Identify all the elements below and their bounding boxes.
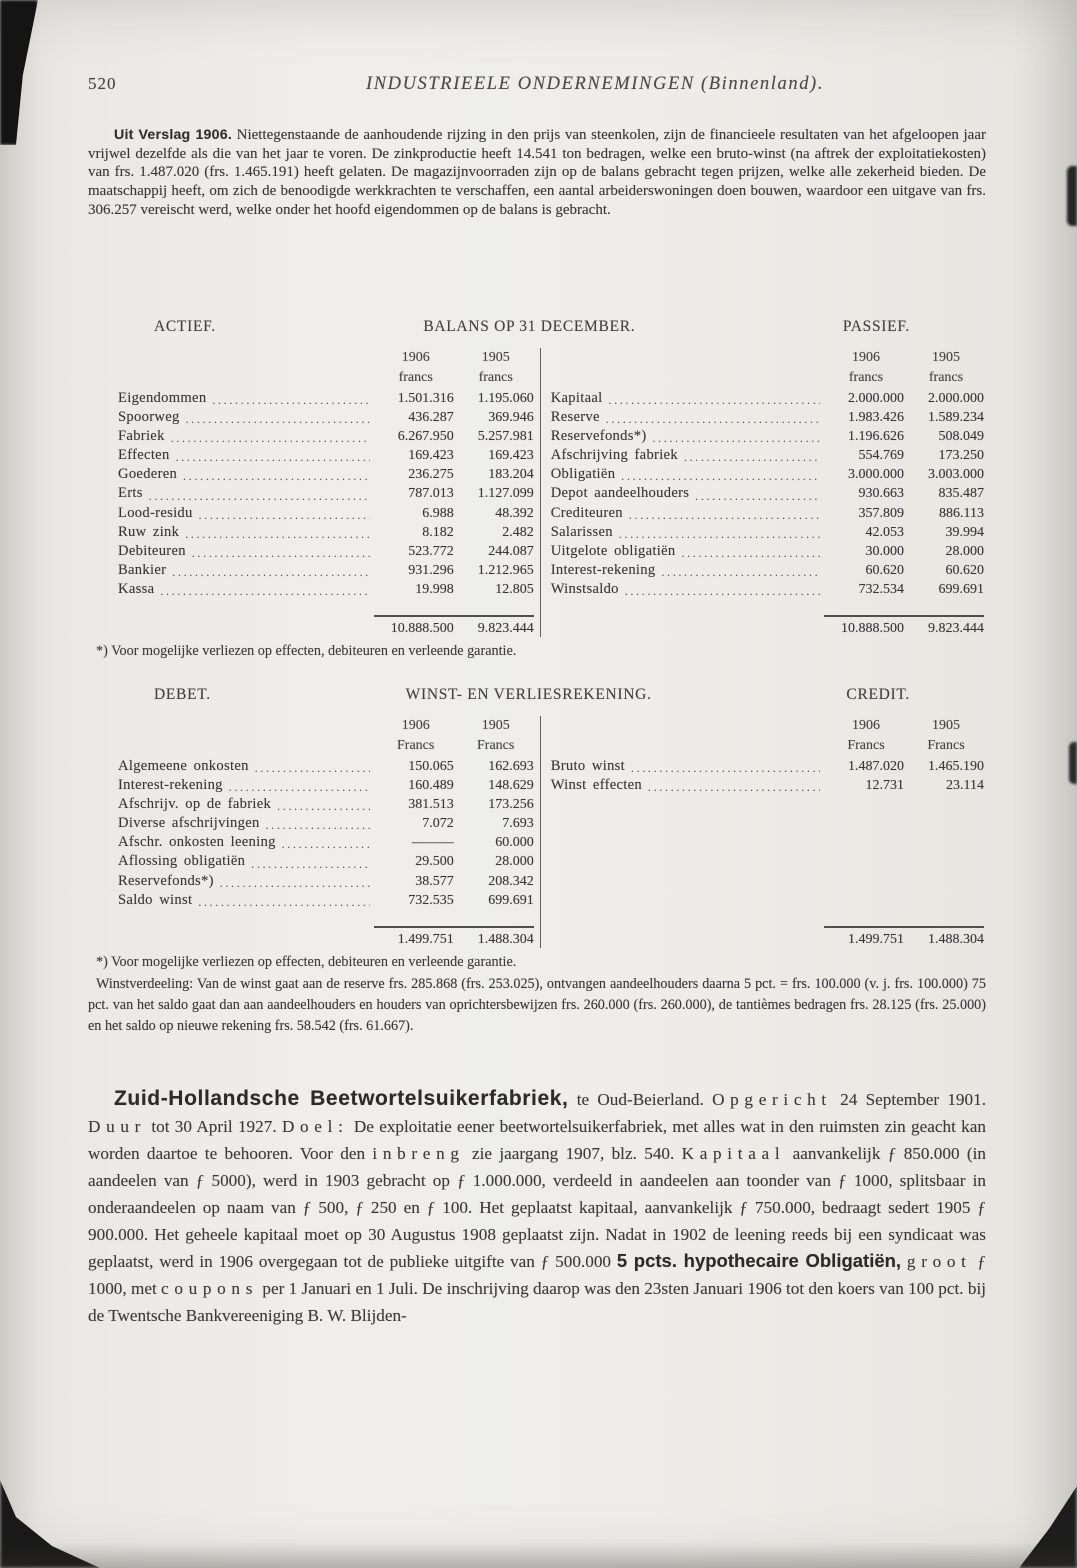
balance-actief-column xyxy=(88,348,540,637)
row-label: Goederen xyxy=(118,466,178,483)
row-label: Kapitaal xyxy=(550,390,603,406)
pnl-footnote: *) Voor mogelijke verliezen op effecten, debiteuren en verleende garantie. xyxy=(96,953,517,970)
pnl-debet-column xyxy=(88,716,540,948)
table-row xyxy=(118,505,534,524)
company-entry-paragraph xyxy=(88,1086,986,1330)
leader-dots xyxy=(275,796,370,815)
year-column-header: 1905 Francs xyxy=(927,718,965,753)
letterspaced-run: Opgericht xyxy=(712,1090,832,1109)
total-row xyxy=(118,911,534,948)
value-1906: 1.196.626 xyxy=(847,429,904,445)
table-row xyxy=(551,758,984,777)
year-column-header: 1905 francs xyxy=(928,350,964,385)
value-1906: 150.065 xyxy=(408,759,454,774)
value-1906: 42.053 xyxy=(865,524,904,540)
leader-dots xyxy=(693,485,820,504)
balance-passief-column xyxy=(540,348,986,637)
table-row xyxy=(118,485,534,504)
leader-dots xyxy=(650,428,820,447)
pnl-credit-rows xyxy=(551,758,984,796)
leader-dots xyxy=(607,390,820,409)
row-label: Bankier xyxy=(118,561,167,578)
row-label: Reserve xyxy=(550,409,600,426)
value-1906: 930.663 xyxy=(858,486,904,502)
totals xyxy=(824,926,984,948)
value-1906: 436.287 xyxy=(408,410,454,426)
value-1906: 8.182 xyxy=(422,524,454,540)
column-headers xyxy=(551,348,984,387)
value-1905: 162.693 xyxy=(488,759,534,774)
totals xyxy=(374,615,534,637)
totals xyxy=(824,615,984,637)
value-1905: 28.000 xyxy=(945,543,984,559)
balance-table xyxy=(88,348,986,637)
table-row xyxy=(551,409,984,428)
value-1906: 732.535 xyxy=(408,892,454,908)
year-column-header: 1906 Francs xyxy=(397,718,435,753)
total-1905: 1.488.304 xyxy=(477,931,534,947)
leader-dots xyxy=(659,562,820,581)
table-row xyxy=(118,777,534,796)
table-row xyxy=(118,409,534,428)
value-1905: 699.691 xyxy=(938,581,984,597)
row-label: Ruw zink xyxy=(118,523,180,540)
value-1905: 244.087 xyxy=(488,543,534,559)
company-name: Zuid-Hollandsche Beetwortelsuikerfabriek, xyxy=(114,1087,569,1110)
table-row xyxy=(118,796,534,815)
balance-sheet xyxy=(88,318,986,660)
value-1905: 2.000.000 xyxy=(927,391,984,406)
table-row xyxy=(118,466,534,485)
row-label: Lood-residu xyxy=(118,504,193,521)
total-1906: 1.499.751 xyxy=(847,931,904,947)
value-1906: 523.772 xyxy=(408,543,454,559)
row-label: Depot aandeelhouders xyxy=(550,485,690,502)
value-1906: 169.423 xyxy=(408,448,454,464)
row-label: Saldo winst xyxy=(118,891,193,908)
value-1905: 173.256 xyxy=(488,797,534,813)
value-1906: 931.296 xyxy=(408,562,454,578)
value-1906: 12.731 xyxy=(865,778,904,794)
table-row xyxy=(118,524,534,543)
row-label: Salarissen xyxy=(550,523,613,540)
balance-passief-rows xyxy=(551,390,984,600)
value-1905: 886.113 xyxy=(939,505,984,521)
leader-dots xyxy=(682,447,820,466)
total-1906: 1.499.751 xyxy=(397,931,454,947)
value-1906: 554.769 xyxy=(858,448,904,464)
row-label: Interest-rekening xyxy=(118,777,223,794)
value-1905: 1.465.190 xyxy=(927,759,984,774)
letterspaced-run: coupons xyxy=(161,1279,259,1299)
profit-distribution-paragraph: Winstverdeeling: Van de winst gaat aan de reserve frs. 285.868 (frs. 253.025), ontvangen aandeelhouders daarna 5 pct. = frs. 100.000 (v. j. frs. 100.000) 75 pct. van het saldo gaat dan aan aandeelhouders en houders van oprichtersbewijzen frs. 260.000 (frs. 260.000), de tantièmes bedragen frs. 28.125 (frs. 25.000) en het saldo op nieuwe rekening frs. 58.542 (frs. 61.667). xyxy=(88,975,986,1034)
value-1906: 7.072 xyxy=(422,816,454,832)
value-1905: 148.629 xyxy=(488,778,534,794)
leader-dots xyxy=(147,485,370,504)
value-1905: 48.392 xyxy=(495,505,534,521)
value-1906: ——— xyxy=(411,835,454,851)
value-1905: 1.127.099 xyxy=(477,486,534,502)
value-1906: 3.000.000 xyxy=(847,467,904,483)
total-1906: 10.888.500 xyxy=(390,621,454,637)
text-run: ƒ 1000, met xyxy=(88,1252,987,1299)
total-row xyxy=(551,600,984,637)
table-row xyxy=(551,524,984,543)
row-label: Algemeene onkosten xyxy=(118,758,249,774)
table-row xyxy=(118,581,534,600)
value-1905: 208.342 xyxy=(488,873,534,889)
value-1906: 38.577 xyxy=(415,873,454,889)
leader-dots xyxy=(181,466,370,485)
row-label: Interest-rekening xyxy=(550,561,656,578)
text-run: 24 September 1901. xyxy=(831,1090,986,1109)
letterspaced-run: Duur xyxy=(88,1116,147,1136)
value-1905: 2.482 xyxy=(502,524,534,540)
table-row xyxy=(551,581,984,600)
leader-dots xyxy=(184,409,370,428)
value-1905: 1.195.060 xyxy=(477,391,534,406)
scan-artifact-bottom-left xyxy=(0,1480,100,1568)
value-1906: 381.513 xyxy=(408,797,454,813)
leader-dots xyxy=(280,834,370,853)
leader-dots xyxy=(253,758,370,777)
pnl-table xyxy=(88,716,986,948)
scan-artifact-bottom-right xyxy=(1019,1486,1077,1568)
table-row xyxy=(118,758,534,777)
row-label: Spoorweg xyxy=(118,409,180,426)
leader-dots xyxy=(218,873,370,892)
profit-loss-statement xyxy=(88,686,986,1036)
value-1905: 12.805 xyxy=(495,581,534,597)
text-run: zie jaargang 1907, blz. 540. xyxy=(464,1143,682,1163)
row-label: Eigendommen xyxy=(118,390,207,406)
year-column-header: 1906 Francs xyxy=(847,718,885,753)
balance-footnote: *) Voor mogelijke verliezen op effecten, debiteuren en verleende garantie. xyxy=(96,643,517,660)
leader-dots xyxy=(183,524,369,543)
value-1905: 835.487 xyxy=(938,486,984,502)
table-row xyxy=(551,543,984,562)
total-1905: 9.823.444 xyxy=(927,621,984,637)
total-1906: 10.888.500 xyxy=(840,621,904,637)
leader-dots xyxy=(169,428,370,447)
leader-dots xyxy=(227,777,370,796)
row-label: Kassa xyxy=(118,580,155,597)
leader-dots xyxy=(617,524,820,543)
table-row xyxy=(118,873,534,892)
row-label: Bruto winst xyxy=(550,758,626,774)
column-headers xyxy=(118,716,534,755)
row-label: Winst effecten xyxy=(550,777,643,794)
value-1905: 3.003.000 xyxy=(927,467,984,483)
balance-actief-rows xyxy=(118,390,534,600)
value-1906: 6.988 xyxy=(422,505,454,521)
column-headers xyxy=(551,716,984,755)
table-row xyxy=(118,562,534,581)
leader-dots xyxy=(646,777,820,796)
year-column-header: 1905 Francs xyxy=(477,718,515,753)
row-label: Afschrijving fabriek xyxy=(550,447,678,464)
value-1906: 357.809 xyxy=(858,505,904,521)
total-1905: 9.823.444 xyxy=(477,621,534,637)
value-1905: 369.946 xyxy=(488,410,534,426)
leader-dots xyxy=(210,390,369,409)
pnl-debet-rows xyxy=(118,758,534,911)
table-row xyxy=(118,834,534,853)
page-header xyxy=(88,74,986,95)
leader-dots xyxy=(174,447,370,466)
value-1905: 173.250 xyxy=(938,448,984,464)
report-body: Niettegenstaande de aanhoudende rijzing in den prijs van steenkolen, zijn de financieele resultaten van het afgeloopen jaar vrijwel dezelfde als die van het jaar te voren. De zinkproductie heeft 14.541 ton bedragen, welke een bruto-winst (na aftrek der exploitatiekosten) van frs. 1.487.020 (frs. 1.465.191) heeft gelaten. De magazijnvoorraden zijn op de balans gebracht tegen prijzen, welke alle zekerheid bieden. De maatschappij heeft, om zich de benoodigde werkkrachten te verschaffen, een aantal arbeiderswoningen doen bouwen, waardoor een uitgave van frs. 306.257 vereischt werd, welke onder het hoofd eigendommen op de balans is gebracht. xyxy=(88,127,986,218)
value-1905: 60.000 xyxy=(495,835,534,851)
table-row xyxy=(118,815,534,834)
leader-dots xyxy=(604,409,820,428)
table-row xyxy=(551,466,984,485)
report-paragraph xyxy=(88,126,986,220)
value-1906: 732.534 xyxy=(858,581,904,597)
leader-dots xyxy=(680,543,820,562)
year-column-header: 1905 francs xyxy=(478,350,513,385)
row-label: Reservefonds*) xyxy=(118,872,214,889)
value-1906: 1.983.426 xyxy=(847,410,904,426)
value-1905: 169.423 xyxy=(488,448,534,464)
leader-dots xyxy=(197,505,370,524)
table-row xyxy=(551,562,984,581)
table-row xyxy=(118,428,534,447)
leader-dots xyxy=(627,505,820,524)
row-label: Effecten xyxy=(118,447,170,464)
value-1905: 1.589.234 xyxy=(927,410,984,426)
value-1906: 6.267.950 xyxy=(397,429,454,445)
table-row xyxy=(551,428,984,447)
text-run: aanvankelijk ƒ 850.000 (in aandeelen van ƒ 5000), werd in 1903 gebracht op ƒ 1.000.000, verdeeld in aandeelen aan toonder van ƒ 1000, splitsbaar in onderaandeelen op naam van ƒ 500, ƒ 250 en ƒ 100. Het geplaatst kapitaal, aanvankelijk ƒ 750.000, bedraagt sedert 1905 ƒ 900.000. Het geheele kapitaal moet op 30 Augustus 1908 geplaatst zijn. Nadat in 1902 de leening reeds bij een syndicaat was geplaatst, werd in 1906 overgegaan tot de publieke uitgifte van ƒ 500.000 xyxy=(88,1143,986,1272)
value-1906: 236.275 xyxy=(408,467,454,483)
value-1906: 1.487.020 xyxy=(847,759,904,774)
value-1905: 28.000 xyxy=(495,854,534,870)
table-row xyxy=(118,447,534,466)
bold-run: 5 pcts. hypothecaire Obligatiën, xyxy=(616,1250,902,1272)
page-number: 520 xyxy=(88,74,117,93)
row-label: Debiteuren xyxy=(118,542,186,559)
value-1905: 699.691 xyxy=(488,892,534,908)
table-row xyxy=(118,390,534,409)
debet-label: DEBET. xyxy=(154,686,211,703)
text-run: De exploitatie eener beetwortelsuikerfabriek, met alles wat in den ruimsten zin geacht kan worden daartoe te behooren. Voor den xyxy=(88,1116,986,1163)
value-1905: 39.994 xyxy=(945,524,984,540)
row-label: Diverse afschrijvingen xyxy=(118,815,260,832)
letterspaced-run: Doel: xyxy=(281,1116,349,1136)
row-label: Uitgelote obligatiën xyxy=(550,542,676,559)
text-run: tot 30 April 1927. xyxy=(146,1116,282,1136)
text-run: per 1 Januari en 1 Juli. De inschrijving daarop was den 23sten Januari 1906 tot den koers van 100 pct. bij de Twentsche Bankvereeniging B. W. Blijden- xyxy=(88,1279,986,1326)
leader-dots xyxy=(196,892,369,911)
value-1906: 2.000.000 xyxy=(847,391,904,406)
running-title: INDUSTRIEELE ONDERNEMINGEN (Binnenland). xyxy=(365,74,825,94)
row-label: Obligatiën xyxy=(550,466,616,483)
leader-dots xyxy=(629,758,820,777)
table-row xyxy=(118,543,534,562)
leader-dots xyxy=(623,581,820,600)
value-1905: 508.049 xyxy=(938,429,984,445)
leader-dots xyxy=(170,562,369,581)
row-label: Erts xyxy=(118,485,143,502)
passief-label: PASSIEF. xyxy=(842,318,910,335)
value-1906: 30.000 xyxy=(865,543,904,559)
balance-caption xyxy=(88,318,986,336)
table-row xyxy=(118,853,534,872)
pnl-title: WINST- EN VERLIESREKENING. xyxy=(405,686,652,703)
value-1905: 5.257.981 xyxy=(477,429,534,445)
value-1906: 29.500 xyxy=(415,854,454,870)
year-column-header: 1906 francs xyxy=(848,350,884,385)
year-column-header: 1906 francs xyxy=(398,350,433,385)
leader-dots xyxy=(619,466,820,485)
value-1906: 1.501.316 xyxy=(397,391,454,406)
row-label: Winstsaldo xyxy=(550,580,619,597)
row-label: Fabriek xyxy=(118,428,165,445)
leader-dots xyxy=(249,853,369,872)
row-label: Afschrijv. op de fabriek xyxy=(118,796,272,813)
value-1905: 7.693 xyxy=(502,816,534,832)
table-row xyxy=(551,447,984,466)
letterspaced-run: groot xyxy=(906,1252,972,1272)
credit-label: CREDIT. xyxy=(846,686,910,703)
balance-title: BALANS OP 31 DECEMBER. xyxy=(423,318,636,335)
leader-dots xyxy=(158,581,369,600)
text-run: te Oud-Beierland. xyxy=(568,1090,713,1109)
letterspaced-run: Kapitaal xyxy=(681,1143,786,1163)
table-row xyxy=(551,485,984,504)
table-row xyxy=(118,892,534,911)
value-1905: 60.620 xyxy=(945,562,984,578)
value-1905: 23.114 xyxy=(946,778,984,794)
pnl-credit-column xyxy=(540,716,986,948)
letterspaced-run: inbreng xyxy=(372,1143,465,1163)
scan-artifact-right-edge xyxy=(1067,166,1077,226)
total-row xyxy=(118,600,534,637)
actief-label: ACTIEF. xyxy=(154,318,216,335)
scan-artifact-right-edge xyxy=(1069,742,1077,784)
value-1906: 19.998 xyxy=(415,581,454,597)
row-label: Afschr. onkosten leening xyxy=(118,834,276,851)
total-row xyxy=(551,911,984,948)
value-1905: 183.204 xyxy=(488,467,534,483)
leader-dots xyxy=(264,815,370,834)
report-lead: Uit Verslag 1906. xyxy=(114,127,232,143)
value-1906: 60.620 xyxy=(865,562,904,578)
value-1906: 787.013 xyxy=(408,486,454,502)
value-1905: 1.212.965 xyxy=(477,562,534,578)
row-label: Crediteuren xyxy=(550,504,623,521)
table-row xyxy=(551,390,984,409)
pnl-caption xyxy=(88,686,986,704)
scan-artifact-top-left xyxy=(0,0,38,145)
totals xyxy=(374,926,534,948)
table-row xyxy=(551,505,984,524)
scan-shadow-bottom xyxy=(0,1542,1077,1568)
total-1905: 1.488.304 xyxy=(927,931,984,947)
column-headers xyxy=(118,348,534,387)
leader-dots xyxy=(190,543,370,562)
row-label: Aflossing obligatiën xyxy=(118,853,246,870)
table-row xyxy=(551,777,984,796)
row-label: Reservefonds*) xyxy=(550,428,647,445)
value-1906: 160.489 xyxy=(408,778,454,794)
